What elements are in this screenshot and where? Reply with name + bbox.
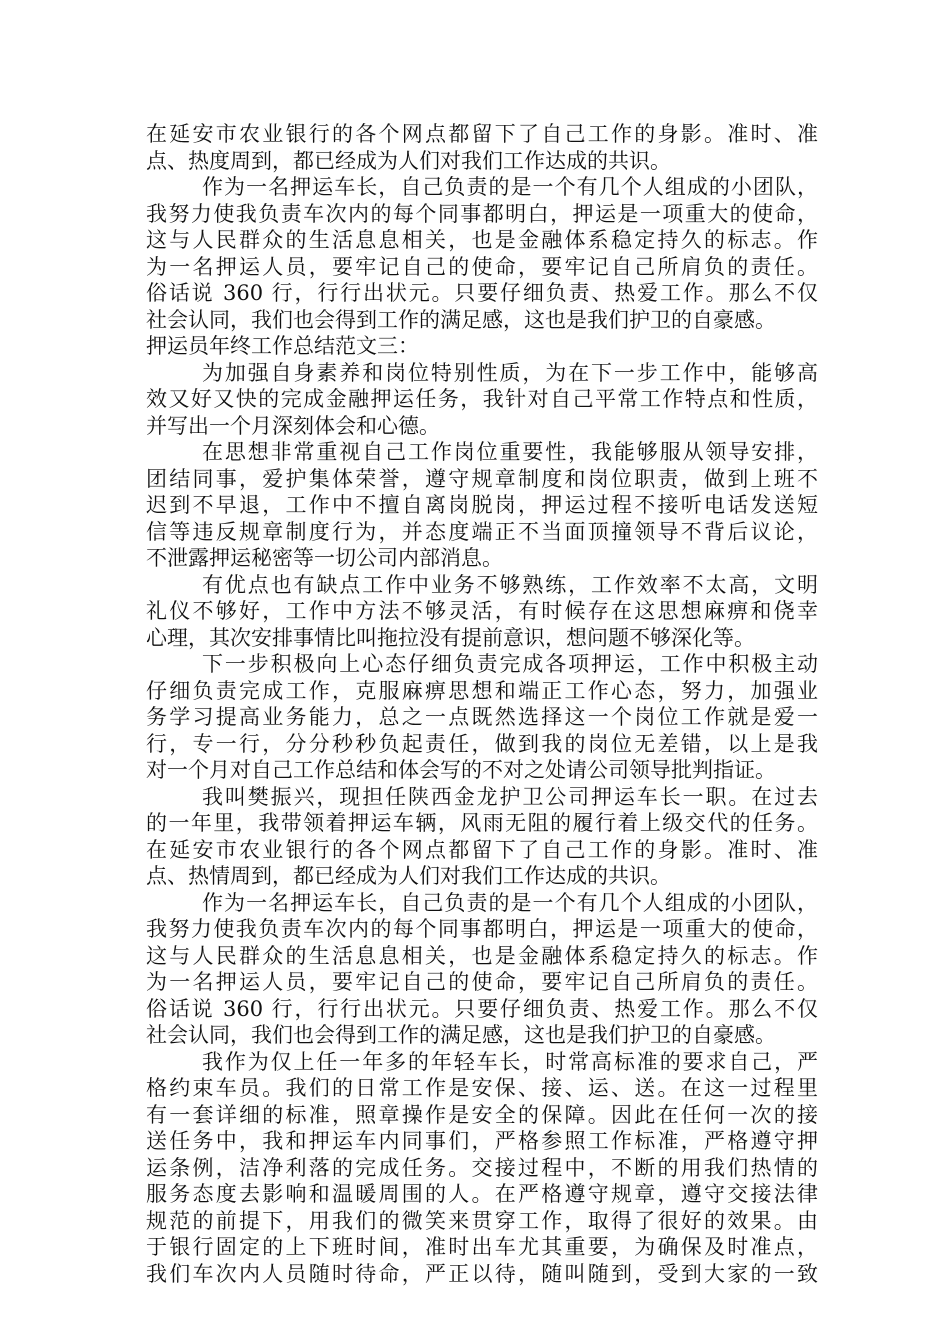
text-line: 于银行固定的上下班时间，准时出车尤其重要，为确保及时准点， bbox=[146, 1235, 818, 1259]
text-line: 格约束车员。我们的日常工作是安保、接、运、送。在这一过程里 bbox=[146, 1076, 818, 1100]
text-line: 礼仪不够好，工作中方法不够灵活，有时候存在这思想麻痹和侥幸 bbox=[146, 599, 818, 623]
text-line: 这与人民群众的生活息息相关，也是金融体系稳定持久的标志。作 bbox=[146, 228, 818, 252]
document-body bbox=[146, 121, 818, 1287]
text-line: 效又好又快的完成金融押运任务，我针对自己平常工作特点和性质， bbox=[146, 387, 818, 411]
text-line: 作为一名押运车长，自己负责的是一个有几个人组成的小团队， bbox=[202, 175, 818, 199]
text-line: 我努力使我负责车次内的每个同事都明白，押运是一项重大的使命， bbox=[146, 917, 818, 941]
text-line: 作为一名押运车长，自己负责的是一个有几个人组成的小团队， bbox=[202, 890, 818, 915]
text-line: 点、热度周到，都已经成为人们对我们工作达成的共识。 bbox=[146, 148, 671, 173]
text-line: 为一名押运人员，要牢记自己的使命，要牢记自己所肩负的责任。 bbox=[146, 254, 818, 279]
text-line: 仔细负责完成工作，克服麻痹思想和端正工作心态，努力，加强业 bbox=[146, 678, 818, 703]
text-line: 对一个月对自己工作总结和体会写的不对之处请公司领导批判指证。 bbox=[146, 758, 776, 782]
text-line: 为加强自身素养和岗位特别性质，为在下一步工作中，能够高 bbox=[202, 360, 818, 385]
text-line: 服务态度去影响和温暖周围的人。在严格遵守规章，遵守交接法律 bbox=[146, 1182, 818, 1206]
text-line: 押运员年终工作总结范文三： bbox=[146, 334, 419, 358]
text-line: 社会认同，我们也会得到工作的满足感，这也是我们护卫的自豪感。 bbox=[146, 1023, 776, 1047]
text-line: 行，专一行，分分秒秒负起责任，做到我的岗位无差错，以上是我 bbox=[146, 731, 818, 756]
text-line: 不泄露押运秘密等一切公司内部消息。 bbox=[146, 546, 503, 570]
text-line: 有优点也有缺点工作中业务不够熟练，工作效率不太高，文明 bbox=[202, 572, 818, 597]
text-line: 我叫樊振兴，现担任陕西金龙护卫公司押运车长一职。在过去 bbox=[202, 784, 818, 809]
text-line: 运条例，洁净利落的完成任务。交接过程中，不断的用我们热情的 bbox=[146, 1155, 818, 1180]
text-line: 迟到不早退，工作中不擅自离岗脱岗，押运过程不接听电话发送短 bbox=[146, 493, 818, 517]
text-line: 这与人民群众的生活息息相关，也是金融体系稳定持久的标志。作 bbox=[146, 943, 818, 968]
text-line: 我作为仅上任一年多的年轻车长，时常高标准的要求自己，严 bbox=[202, 1049, 818, 1074]
text-line: 在思想非常重视自己工作岗位重要性，我能够服从领导安排， bbox=[202, 440, 818, 464]
text-line: 心理，其次安排事情比叫拖拉没有提前意识，想问题不够深化等。 bbox=[146, 625, 755, 650]
text-line: 俗话说 360 行，行行出状元。只要仔细负责、热爱工作。那么不仅 bbox=[146, 996, 818, 1021]
text-line: 送任务中，我和押运车内同事们，严格参照工作标准，严格遵守押 bbox=[146, 1129, 818, 1153]
text-line: 点、热情周到，都已经成为人们对我们工作达成的共识。 bbox=[146, 864, 671, 888]
text-line: 在延安市农业银行的各个网点都留下了自己工作的身影。准时、准 bbox=[146, 837, 818, 862]
text-line: 团结同事，爱护集体荣誉，遵守规章制度和岗位职责，做到上班不 bbox=[146, 466, 818, 491]
text-line: 规范的前提下，用我们的微笑来贯穿工作，取得了很好的效果。由 bbox=[146, 1208, 818, 1233]
text-line: 下一步积极向上心态仔细负责完成各项押运，工作中积极主动 bbox=[202, 652, 818, 676]
text-line: 社会认同，我们也会得到工作的满足感，这也是我们护卫的自豪感。 bbox=[146, 307, 776, 332]
text-line: 我努力使我负责车次内的每个同事都明白，押运是一项重大的使命， bbox=[146, 201, 818, 226]
text-line: 为一名押运人员，要牢记自己的使命，要牢记自己所肩负的责任。 bbox=[146, 970, 818, 994]
text-line: 的一年里，我带领着押运车辆，风雨无阻的履行着上级交代的任务。 bbox=[146, 811, 818, 835]
text-line: 信等违反规章制度行为，并态度端正不当面顶撞领导不背后议论， bbox=[146, 519, 818, 544]
text-line: 俗话说 360 行，行行出状元。只要仔细负责、热爱工作。那么不仅 bbox=[146, 281, 818, 305]
text-line: 并写出一个月深刻体会和心德。 bbox=[146, 413, 440, 438]
text-line: 务学习提高业务能力，总之一点既然选择这一个岗位工作就是爱一 bbox=[146, 705, 818, 729]
text-line: 在延安市农业银行的各个网点都留下了自己工作的身影。准时、准 bbox=[146, 122, 818, 146]
text-line: 有一套详细的标准，照章操作是安全的保障。因此在任何一次的接 bbox=[146, 1102, 818, 1127]
text-line: 我们车次内人员随时待命，严正以待，随叫随到，受到大家的一致 bbox=[146, 1261, 818, 1286]
